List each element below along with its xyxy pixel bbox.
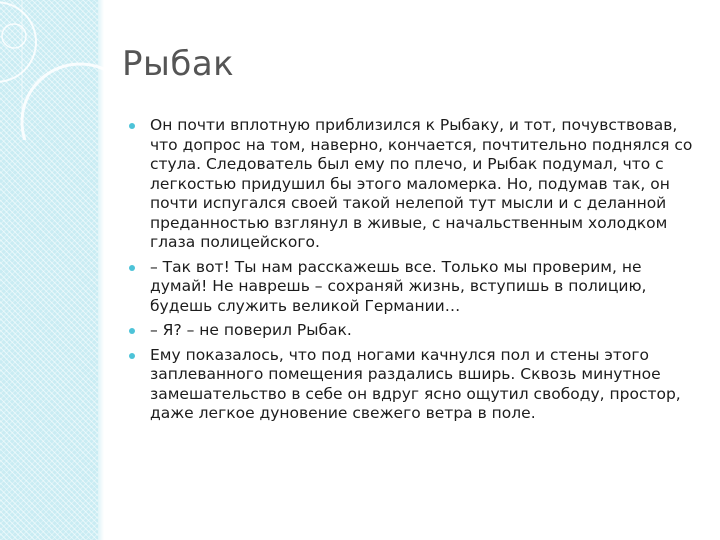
bullet-text: – Так вот! Ты нам расскажешь все. Только мы проверим, не думай! Не наврешь – сохраняй жизнь, вступишь в полицию, будешь служить великой Германии…: [150, 257, 647, 315]
bullet-text: – Я? – не поверил Рыбак.: [150, 321, 352, 339]
bullet-item: [128, 116, 698, 253]
bullet-item: [128, 321, 698, 341]
bullet-dot-icon: [129, 328, 135, 334]
slide-title: Рыбак: [122, 44, 235, 84]
bullet-item: [128, 346, 698, 424]
bullet-dot-icon: [129, 353, 135, 359]
bullet-item: [128, 258, 698, 317]
deco-circle-outer: [22, 64, 138, 140]
bullet-text: Ему показалось, что под ногами качнулся пол и стены этого заплеванного помещения раздались вширь. Сквозь минутное замешательство в себе он вдруг ясно ощутил свободу, простор, даже легкое дуновение свежего ветра в поле.: [150, 345, 681, 422]
bullet-dot-icon: [129, 123, 135, 129]
deco-circle-large: [0, 2, 36, 82]
bullet-list: [128, 116, 698, 429]
bullet-dot-icon: [129, 265, 135, 271]
bullet-text: Он почти вплотную приблизился к Рыбаку, и тот, почувствовав, что допрос на том, наверно, кончается, почтительно поднялся со стула. Следователь был ему по плечо, и Рыбак подумал, что с легкостью придушил бы этого маломерка. Но, подумав так, он почти испугался своей такой нелепой тут мысли и с деланной преданностью взглянул в живые, с начальственным холодком глаза полицейского.: [150, 116, 693, 251]
decorative-circles-graphic: [0, 0, 140, 140]
